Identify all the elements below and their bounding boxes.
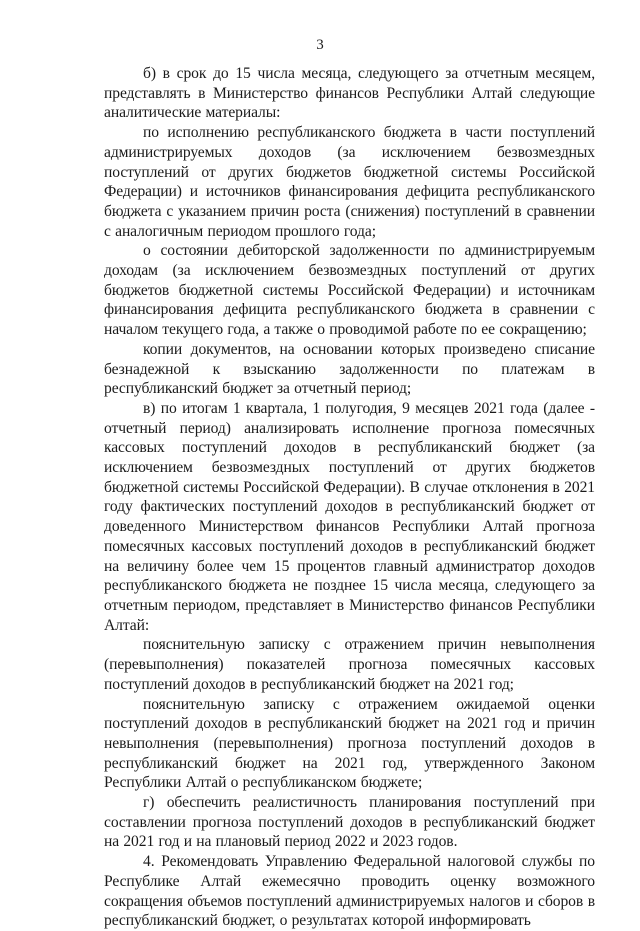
paragraph-4-tax-service: 4. Рекомендовать Управлению Федеральной налоговой службы по Республике Алтай ежемесячно проводить оценку возможного сокращения объемов поступлений администрируемых налогов и сборов в республиканский бюджет, о результатах которой информировать [104, 853, 595, 930]
paragraph-explanatory-note-2: пояснительную записку с отражением ожидаемой оценки поступлений доходов в республиканский бюджет на 2021 год и причин невыполнения (перевыполнения) прогноза поступлений доходов в республиканский бюджет на 2021 год, утвержденного Законом Республики Алтай о республиканском бюджете; [104, 695, 595, 792]
page-number: 3 [316, 37, 324, 53]
paragraph-document-copies: копии документов, на основании которых произведено списание безнадежной к взысканию задолженности по платежам в республиканский бюджет за отчетный период; [104, 340, 595, 398]
paragraph-receivables: о состоянии дебиторской задолженности по администрируемым доходам (за исключением безвозмездных поступлений от других бюджетов бюджетной системы Российской Федерации) и источникам финансирования дефицита республиканского бюджета в сравнении с началом текущего года, а также о проводимой работе по ее сокращению; [104, 242, 595, 339]
paragraph-explanatory-note-1: пояснительную записку с отражением причин невыполнения (перевыполнения) показателей прогноза помесячных кассовых поступлений доходов в республиканский бюджет на 2021 год; [104, 636, 595, 693]
document-body [104, 64, 595, 931]
paragraph-b-analytical-materials: б) в срок до 15 числа месяца, следующего за отчетным месяцем, представлять в Министерство финансов Республики Алтай следующие аналитические материалы: [104, 65, 595, 122]
paragraph-v-forecast-analysis: в) по итогам 1 квартала, 1 полугодия, 9 месяцев 2021 года (далее - отчетный период) анализировать исполнение прогноза помесячных кассовых поступлений доходов в республиканский бюджет (за исключением безвозмездных поступлений от других бюджетов бюджетной системы Российской Федерации). В случае отклонения в 2021 году фактических поступлений доходов в республиканский бюджет от доведенного Министерством финансов Республики Алтай прогноза помесячных кассовых поступлений доходов в республиканский бюджет на величину более чем 15 процентов главный администратор доходов республиканского бюджета не позднее 15 числа месяца, следующего за отчетным периодом, представляет в Министерство финансов Республики Алтай: [104, 399, 595, 634]
paragraph-budget-execution: по исполнению республиканского бюджета в части поступлений администрируемых доходов (за исключением безвозмездных поступлений от других бюджетов бюджетной системы Российской Федерации) и источников финансирования дефицита республиканского бюджета с указанием причин роста (снижения) поступлений в сравнении с аналогичным периодом прошлого года; [104, 124, 595, 240]
paragraph-g-realistic-planning: г) обеспечить реалистичность планирования поступлений при составлении прогноза поступлений доходов в республиканский бюджет на 2021 год и на плановый период 2022 и 2023 годов. [104, 794, 595, 851]
